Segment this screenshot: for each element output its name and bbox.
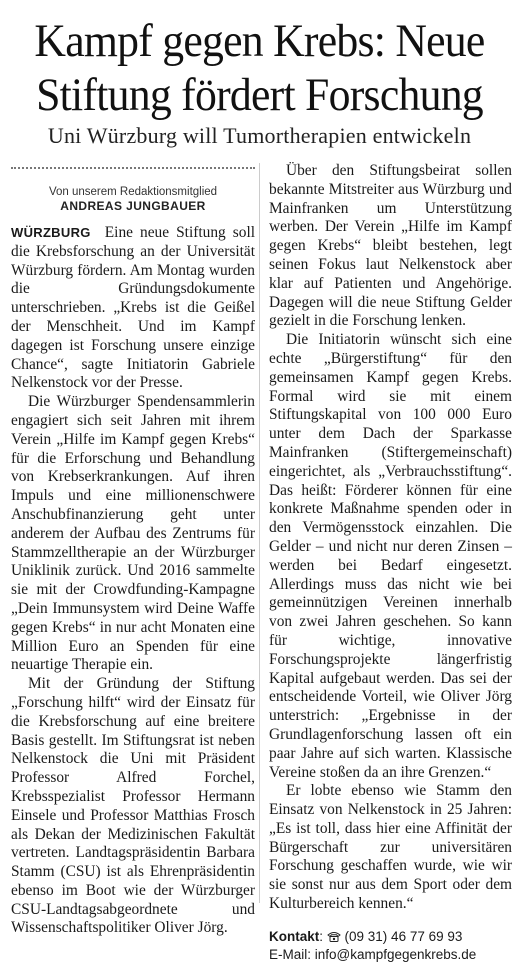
contact-box: [269, 928, 512, 964]
headline-line-2: Stiftung fördert Forschung: [36, 69, 483, 121]
paragraph-text: Eine neue Stiftung soll die Krebsforschung an der Universität Würzburg fördern. Am Montag wurden die Gründungsdokumente unterschrieben. „Krebs ist die Geißel der Menschheit. Und im Kampf dagegen ist Forschung unsere einzige Chance“, sagte Initiatorin Gabriele Nelkenstock vor der Presse.: [11, 224, 255, 392]
headline-line-1: Kampf gegen Krebs: Neue: [34, 15, 485, 67]
paragraph: Über den Stiftungsbeirat sollen bekannte Mitstreiter aus Würzburg und Mainfranken um Unterstützung werben. Der Verein „Hilfe im Kampf gegen Krebs“ bleibt bestehen, legt seinen Fokus laut Nelkenstock aber klar auf Patienten und Angehörige. Dagegen will die neue Stiftung Gelder gezielt in die Forschung lenken.: [269, 162, 512, 330]
contact-colon: :: [319, 928, 327, 944]
right-column: [269, 162, 512, 964]
paragraph: Mit der Gründung der Stiftung „Forschung hilft“ wird der Einsatz für die Krebsforschung auf eine breitere Basis gestellt. Im Stiftungsrat ist neben Nelkenstock die Uni mit Präsident Professor Alfred Forchel, Krebsspezialist Professor Hermann Einsele und Professor Matthias Frosch als Dekan der Medizinischen Fakultät vertreten. Landtagspräsidentin Barbara Stamm (CSU) ist als Ehrenpräsidentin ebenso im Boot wie der Würzburger CSU-Landtagsabgeordnete und Wissenschaftspolitiker Oliver Jörg.: [11, 675, 255, 937]
contact-phone-line: [269, 928, 512, 946]
phone-icon: [327, 929, 345, 944]
paragraph: Er lobte ebenso wie Stamm den Einsatz von Nelkenstock in 25 Jahren: „Es ist toll, dass hier eine Affinität der Bürgerschaft zur universitären Forschung geschaffen wurde, wie wir sie sonst nur aus dem Sport oder dem Kulturbereich kennen.“: [269, 782, 512, 913]
byline: [11, 167, 255, 224]
left-column: [11, 161, 255, 938]
contact-phone: (09 31) 46 77 69 93: [344, 928, 463, 944]
paragraph: [11, 224, 255, 393]
byline-intro: Von unserem Redaktionsmitglied: [48, 186, 218, 198]
dateline: WÜRZBURG: [11, 225, 91, 240]
subheadline: Uni Würzburg will Tumortherapien entwickeln: [47, 123, 472, 148]
contact-label: Kontakt: [269, 928, 320, 944]
contact-email[interactable]: E-Mail: info@kampfgegenkrebs.de: [269, 946, 477, 962]
paragraph: Die Initiatorin wünscht sich eine echte „Bürgerstiftung“ für den gemeinsamen Kampf gegen Krebs. Formal wird sie mit einem Stiftungskapital von 100 000 Euro unter dem Dach der Sparkasse Mainfranken (Stiftergemeinschaft) eingerichtet, als „Verbrauchsstiftung“. Das heißt: Förderer können für eine konkrete Maßnahme spenden oder in den Vermögensstock einzahlen. Die Gelder – und nicht nur deren Zinsen – werden bei Bedarf eingesetzt. Allerdings muss das nicht wie bei gemeinnützigen Vereinen innerhalb von zwei Jahren geschehen. So kann für wichtige, innovative Forschungsprojekte längerfristig Kapital aufgebaut werden. Das sei der entscheidende Vorteil, wie Oliver Jörg unterstrich: „Ergebnisse in der Grundlagenforschung lassen oft ein paar Jahre auf sich warten. Klassische Vereine stoßen da an ihre Grenzen.“: [269, 331, 512, 781]
byline-author: ANDREAS JUNGBAUER: [60, 199, 206, 213]
paragraph: Die Würzburger Spendensammlerin engagiert sich seit Jahren mit ihrem Verein „Hilfe im Kampf gegen Krebs“ für die Erforschung und Behandlung von Krebserkrankungen. Auf ihren Impuls und eine millionenschwere Anschubfinanzierung geht unter anderem der Aufbau des Zentrums für Stammzelltherapie an der Würzburger Uniklinik zurück. Und 2016 sammelte sie mit der Crowdfunding-Kampagne „Dein Immunsystem wird Deine Waffe gegen Krebs“ in nur acht Monaten eine Million Euro an Spenden für eine neuartige Therapie ein.: [11, 393, 255, 674]
column-divider: [259, 163, 260, 903]
headline: [18, 14, 501, 122]
